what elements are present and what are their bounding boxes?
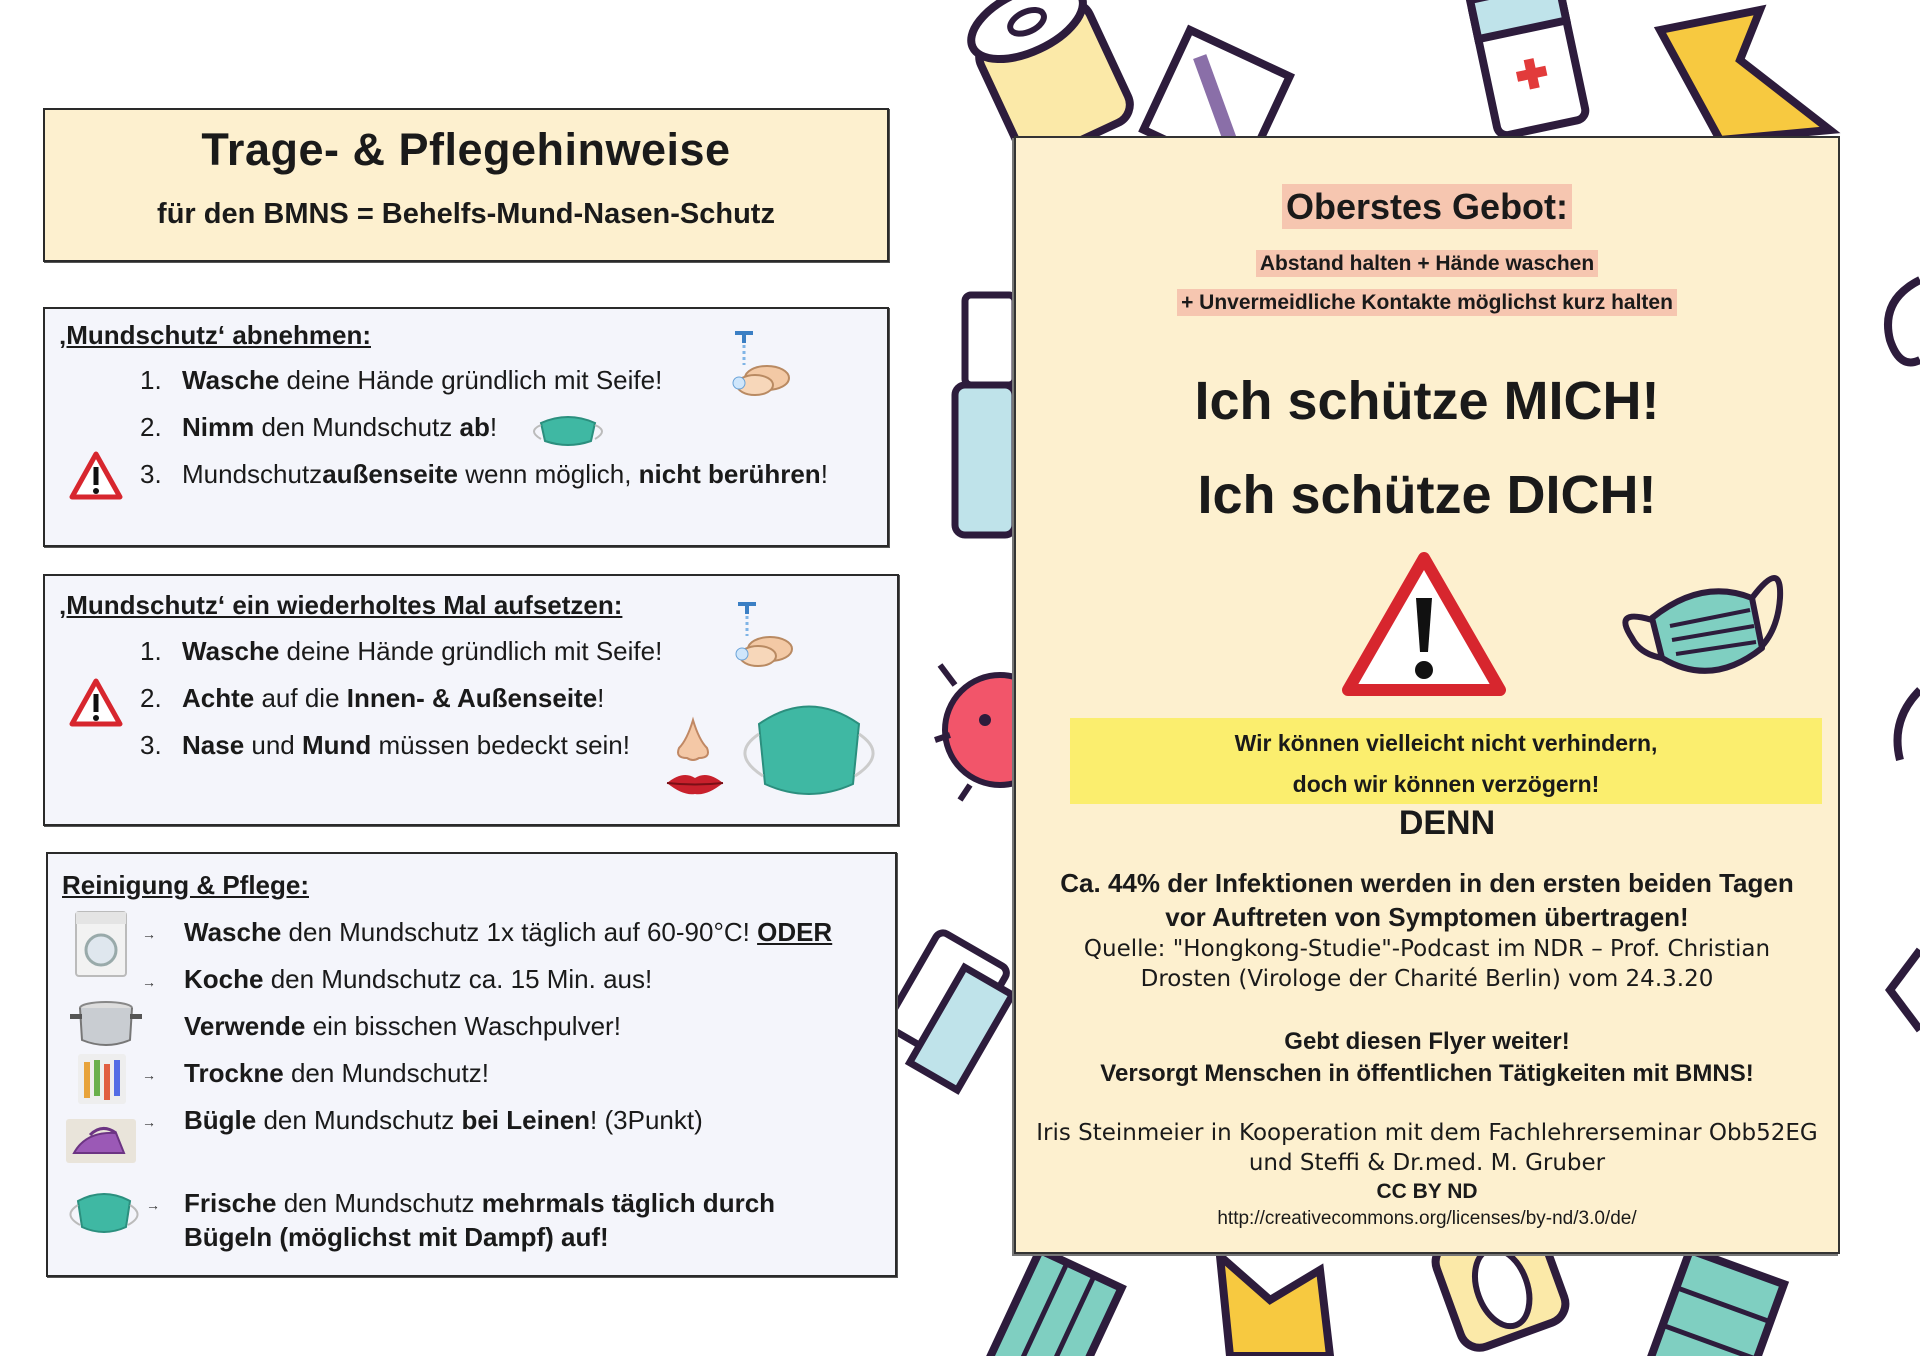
- fact-line-1: Ca. 44% der Infektionen werden in den ersten beiden Tagen: [1060, 868, 1794, 898]
- headline: Oberstes Gebot:: [1016, 186, 1838, 228]
- arrow-icon: →: [142, 974, 156, 990]
- remove-step-1: 1. Wasche deine Hände gründlich mit Seife!: [140, 365, 663, 395]
- iron-icon: [66, 1119, 136, 1163]
- care-step-detergent: Verwende ein bisschen Waschpulver!: [184, 1011, 621, 1041]
- cta-line-2: Versorgt Menschen in öffentlichen Tätigkeiten mit BMNS!: [1100, 1060, 1754, 1087]
- care-step-iron: Bügle den Mundschutz bei Leinen! (3Punkt): [184, 1105, 703, 1135]
- arrow-icon: →: [142, 1067, 156, 1083]
- source-line-2: Drosten (Virologe der Charité Berlin) vom 24.3.20: [1140, 966, 1714, 992]
- rule-distance: Abstand halten + Hände waschen: [1016, 252, 1838, 276]
- nose-icon: [665, 716, 721, 766]
- page-title: Trage- & Pflegehinweise: [201, 124, 731, 175]
- cooking-pot-icon: [70, 994, 142, 1050]
- reapply-heading: ‚Mundschutz‘ ein wiederholtes Mal aufsetzen:: [59, 590, 623, 620]
- credit-line-1: Iris Steinmeier in Kooperation mit dem Fachlehrerseminar Obb52EG: [1036, 1120, 1818, 1146]
- arrow-icon: →: [142, 926, 156, 942]
- lips-icon: [663, 768, 727, 798]
- rule-contacts: + Unvermeidliche Kontakte möglichst kurz halten: [1016, 291, 1838, 315]
- page-subtitle: für den BMNS = Behelfs-Mund-Nasen-Schutz: [157, 198, 775, 230]
- arrow-icon: →: [146, 1197, 160, 1213]
- yellow-shape-doodle: [1660, 10, 1830, 140]
- care-step-refresh: Frische den Mundschutz mehrmals täglich durch Bügeln (möglichst mit Dampf) auf!: [184, 1188, 776, 1252]
- mask-icon: [1612, 558, 1792, 688]
- care-panel: [46, 852, 897, 1277]
- warning-triangle-icon: [1342, 552, 1506, 698]
- clothespins-icon: [78, 1054, 126, 1104]
- reapply-step-1: 1. Wasche deine Hände gründlich mit Seife!: [140, 636, 663, 666]
- care-step-dry: Trockne den Mundschutz!: [184, 1058, 489, 1088]
- title-box: [43, 108, 889, 262]
- cta-line-1: Gebt diesen Flyer weiter!: [1284, 1028, 1570, 1055]
- protect-me: Ich schütze MICH!: [1194, 371, 1660, 431]
- protect-you: Ich schütze DICH!: [1197, 465, 1657, 525]
- source-line-1: Quelle: "Hongkong-Studie"-Podcast im NDR – Prof. Christian: [1083, 936, 1771, 962]
- remove-heading: ‚Mundschutz‘ abnehmen:: [59, 320, 371, 350]
- mask-icon: [60, 1189, 148, 1239]
- mask-icon: [523, 411, 613, 451]
- bottle-doodle: [1470, 0, 1587, 137]
- hand-wash-icon: [728, 594, 798, 674]
- delay-band: [1070, 718, 1822, 804]
- warning-triangle-icon: [69, 678, 123, 728]
- care-heading: Reinigung & Pflege:: [62, 870, 309, 900]
- reapply-step-3: 3. Nase und Mund müssen bedeckt sein!: [140, 730, 630, 760]
- reapply-mask-panel: [43, 574, 899, 826]
- hand-wash-icon: [725, 323, 795, 403]
- reapply-step-2: 2. Achte auf die Innen- & Außenseite!: [140, 683, 605, 713]
- remove-step-2: 2. Nimm den Mundschutz ab!: [140, 412, 498, 442]
- mask-icon: [729, 694, 889, 804]
- because-heading: DENN: [1398, 804, 1496, 842]
- washing-machine-icon: [74, 910, 128, 978]
- band-line-2: doch wir können verzögern!: [1292, 771, 1600, 797]
- credit-line-2: und Steffi & Dr.med. M. Gruber: [1248, 1150, 1606, 1176]
- band-line-1: Wir können vielleicht nicht verhindern,: [1234, 730, 1658, 756]
- license-url[interactable]: http://creativecommons.org/licenses/by-nd/3.0/de/: [1217, 1208, 1637, 1229]
- license-label: CC BY ND: [1376, 1180, 1478, 1203]
- info-sheet: [1014, 136, 1840, 1254]
- care-step-boil: Koche den Mundschutz ca. 15 Min. aus!: [184, 964, 653, 994]
- fact-line-2: vor Auftreten von Symptomen übertragen!: [1165, 902, 1689, 932]
- remove-step-3: 3. Mundschutzaußenseite wenn möglich, nicht berühren!: [140, 459, 828, 489]
- warning-triangle-icon: [69, 451, 123, 501]
- arrow-icon: →: [142, 1114, 156, 1130]
- remove-mask-panel: [43, 307, 889, 547]
- care-step-wash: Wasche den Mundschutz 1x täglich auf 60-90°C! ODER: [184, 917, 833, 947]
